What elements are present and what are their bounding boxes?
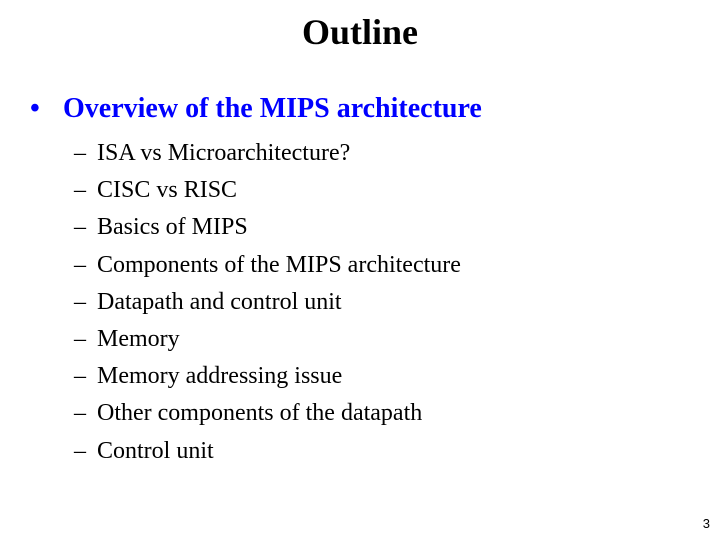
sub-bullet-item bbox=[74, 321, 461, 358]
page-number: 3 bbox=[702, 516, 710, 531]
sub-bullet-text: Control unit bbox=[97, 437, 214, 464]
sub-bullet-item bbox=[74, 172, 461, 209]
sub-bullet-item bbox=[74, 209, 461, 246]
main-bullet bbox=[30, 90, 482, 128]
sub-bullet-item bbox=[74, 247, 461, 284]
dash-icon: – bbox=[74, 400, 86, 427]
sub-bullet-text: Memory bbox=[97, 326, 180, 353]
sub-bullet-text: Datapath and control unit bbox=[97, 288, 342, 315]
sub-bullet-item bbox=[74, 284, 461, 321]
sub-bullet-text: CISC vs RISC bbox=[97, 177, 238, 204]
sub-bullet-item bbox=[74, 358, 461, 395]
dash-icon: – bbox=[74, 326, 86, 353]
dash-icon: – bbox=[74, 140, 86, 166]
main-bullet-text: Overview of the MIPS architecture bbox=[63, 93, 482, 124]
bullet-icon: • bbox=[30, 93, 40, 124]
dash-icon: – bbox=[74, 363, 86, 390]
slide-title: Outline bbox=[301, 12, 418, 52]
dash-icon: – bbox=[74, 214, 86, 241]
dash-icon: – bbox=[74, 288, 86, 315]
sub-bullet-text: ISA vs Microarchitecture? bbox=[97, 140, 351, 166]
sub-bullet-item bbox=[74, 395, 461, 432]
sub-bullet-item bbox=[74, 433, 461, 470]
sub-bullet-text: Basics of MIPS bbox=[97, 214, 248, 241]
dash-icon: – bbox=[74, 251, 86, 278]
dash-icon: – bbox=[74, 177, 86, 204]
sub-bullet-item bbox=[74, 135, 461, 172]
sub-bullet-text: Other components of the datapath bbox=[97, 400, 423, 427]
sub-bullet-text: Memory addressing issue bbox=[97, 363, 343, 390]
sub-bullet-list bbox=[74, 135, 461, 470]
sub-bullet-text: Components of the MIPS architecture bbox=[97, 251, 461, 278]
dash-icon: – bbox=[74, 437, 86, 464]
